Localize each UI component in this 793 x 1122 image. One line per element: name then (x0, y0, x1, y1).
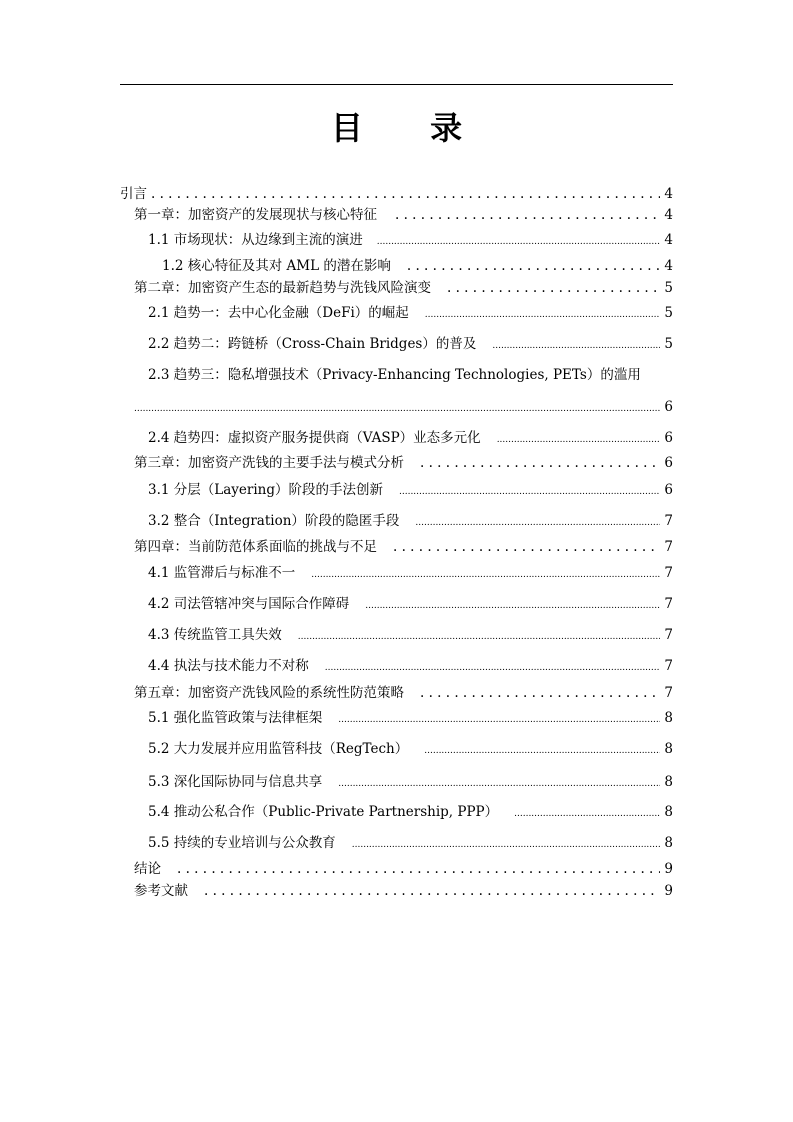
toc-entry-2-4[interactable] (148, 429, 673, 449)
toc-label: 第五章：加密资产洗钱风险的系统性防范策略 (134, 685, 404, 701)
toc-page-number: 9 (664, 883, 673, 899)
toc-label: 4.1 监管滞后与标准不一 (148, 565, 296, 581)
toc-leader (338, 773, 660, 793)
toc-label: 第二章：加密资产生态的最新趋势与洗钱风险演变 (134, 280, 431, 296)
toc-entry-4-4[interactable] (148, 657, 673, 677)
toc-leader (352, 834, 661, 854)
toc-page-number: 7 (664, 539, 673, 555)
toc-leader (420, 684, 660, 702)
header-rule (120, 84, 673, 85)
toc-leader (393, 538, 660, 556)
toc-label: 第一章：加密资产的发展现状与核心特征 (134, 207, 377, 223)
toc-page-number: 7 (664, 565, 673, 581)
toc-leader (415, 512, 660, 532)
toc-label: 5.1 强化监管政策与法律框架 (148, 710, 323, 726)
toc-label: 3.1 分层（Layering）阶段的手法创新 (148, 482, 383, 498)
toc-label: 2.4 趋势四：虚拟资产服务提供商（VASP）业态多元化 (148, 430, 481, 446)
toc-entry-2-3-leader-line[interactable] (134, 398, 673, 418)
toc-leader (338, 709, 660, 729)
toc-entry-1-2[interactable] (162, 257, 673, 275)
toc-label: 第四章：当前防范体系面临的挑战与不足 (134, 539, 377, 555)
toc-leader (514, 803, 660, 823)
toc-label: 参考文献 (134, 883, 188, 899)
toc-page-number: 5 (664, 280, 673, 296)
toc-page-number: 4 (664, 232, 673, 248)
toc-entry-chapter-4[interactable] (134, 538, 673, 556)
toc-page-number: 7 (664, 685, 673, 701)
toc-entry-2-3[interactable] (148, 366, 673, 384)
toc-leader (204, 882, 660, 900)
toc-page-number: 6 (664, 455, 673, 471)
toc-entry-5-2[interactable] (148, 740, 673, 760)
toc-label: 5.5 持续的专业培训与公众教育 (148, 835, 336, 851)
toc-entry-4-2[interactable] (148, 595, 673, 615)
toc-label: 1.2 核心特征及其对 AML 的潜在影响 (162, 258, 391, 274)
toc-entry-chapter-2[interactable] (134, 279, 673, 297)
toc-leader (399, 481, 660, 501)
toc-entry-references[interactable] (134, 882, 673, 900)
toc-leader (377, 231, 661, 251)
toc-page-number: 5 (664, 336, 673, 352)
toc-label: 第三章：加密资产洗钱的主要手法与模式分析 (134, 455, 404, 471)
toc-label: 5.2 大力发展并应用监管科技（RegTech） (148, 741, 409, 757)
toc-page-number: 4 (664, 258, 673, 274)
toc-entry-5-3[interactable] (148, 773, 673, 793)
toc-page-number: 4 (664, 207, 673, 223)
toc-leader (298, 626, 661, 646)
toc-entry-3-1[interactable] (148, 481, 673, 501)
toc-leader (177, 860, 660, 878)
toc-label: 2.2 趋势二：跨链桥（Cross-Chain Bridges）的普及 (148, 336, 477, 352)
toc-leader (424, 740, 660, 760)
toc-leader (134, 398, 660, 418)
toc-label: 2.1 趋势一：去中心化金融（DeFi）的崛起 (148, 305, 409, 321)
toc-page-number: 7 (664, 596, 673, 612)
toc-page-number: 4 (664, 186, 673, 202)
toc-leader (492, 335, 660, 355)
toc-page-number: 7 (664, 627, 673, 643)
toc-entry-conclusion[interactable] (134, 860, 673, 878)
toc-leader (447, 279, 660, 297)
toc-label: 4.2 司法管辖冲突与国际合作障碍 (148, 596, 350, 612)
toc-entry-chapter-3[interactable] (134, 454, 673, 472)
toc-page-number: 8 (664, 774, 673, 790)
toc-label: 5.4 推动公私合作（Public-Private Partnership, PPP） (148, 804, 499, 820)
toc-label: 2.3 趋势三：隐私增强技术（Privacy-Enhancing Technologies, PETs）的滥用 (148, 367, 641, 383)
toc-label: 1.1 市场现状：从边缘到主流的演进 (148, 232, 363, 248)
toc-entry-4-3[interactable] (148, 626, 673, 646)
toc-leader (425, 304, 661, 324)
toc-page-number: 6 (664, 399, 673, 415)
toc-page-number: 8 (664, 710, 673, 726)
toc-entry-chapter-5[interactable] (134, 684, 673, 702)
toc-leader (395, 206, 660, 224)
toc-leader (365, 595, 660, 615)
toc-page-number: 8 (664, 741, 673, 757)
toc-label: 4.3 传统监管工具失效 (148, 627, 282, 643)
toc-entry-5-4[interactable] (148, 803, 673, 823)
toc-page-number: 7 (664, 513, 673, 529)
toc-page-number: 6 (664, 430, 673, 446)
toc-page-number: 6 (664, 482, 673, 498)
toc-entry-chapter-1[interactable] (134, 206, 673, 224)
toc-entry-1-1[interactable] (148, 231, 673, 251)
toc-entry-5-5[interactable] (148, 834, 673, 854)
toc-leader (407, 257, 661, 275)
toc-entry-2-1[interactable] (148, 304, 673, 324)
toc-label: 3.2 整合（Integration）阶段的隐匿手段 (148, 513, 400, 529)
toc-entry-intro[interactable] (120, 185, 673, 203)
toc-entry-3-2[interactable] (148, 512, 673, 532)
toc-entry-5-1[interactable] (148, 709, 673, 729)
toc-leader (311, 564, 660, 584)
toc-page-number: 9 (664, 861, 673, 877)
toc-leader (420, 454, 660, 472)
toc-entry-4-1[interactable] (148, 564, 673, 584)
toc-label: 5.3 深化国际协同与信息共享 (148, 774, 323, 790)
page-title: 目 录 (330, 109, 491, 147)
toc-page-number: 7 (664, 658, 673, 674)
toc-label: 引言 (120, 186, 147, 202)
toc-label: 结论 (134, 861, 161, 877)
toc-leader (151, 185, 660, 203)
toc-leader (325, 657, 661, 677)
toc-page-number: 8 (664, 835, 673, 851)
toc-entry-2-2[interactable] (148, 335, 673, 355)
toc-label: 4.4 执法与技术能力不对称 (148, 658, 309, 674)
toc-page-number: 5 (664, 305, 673, 321)
toc-page-number: 8 (664, 804, 673, 820)
toc-leader (497, 429, 661, 449)
